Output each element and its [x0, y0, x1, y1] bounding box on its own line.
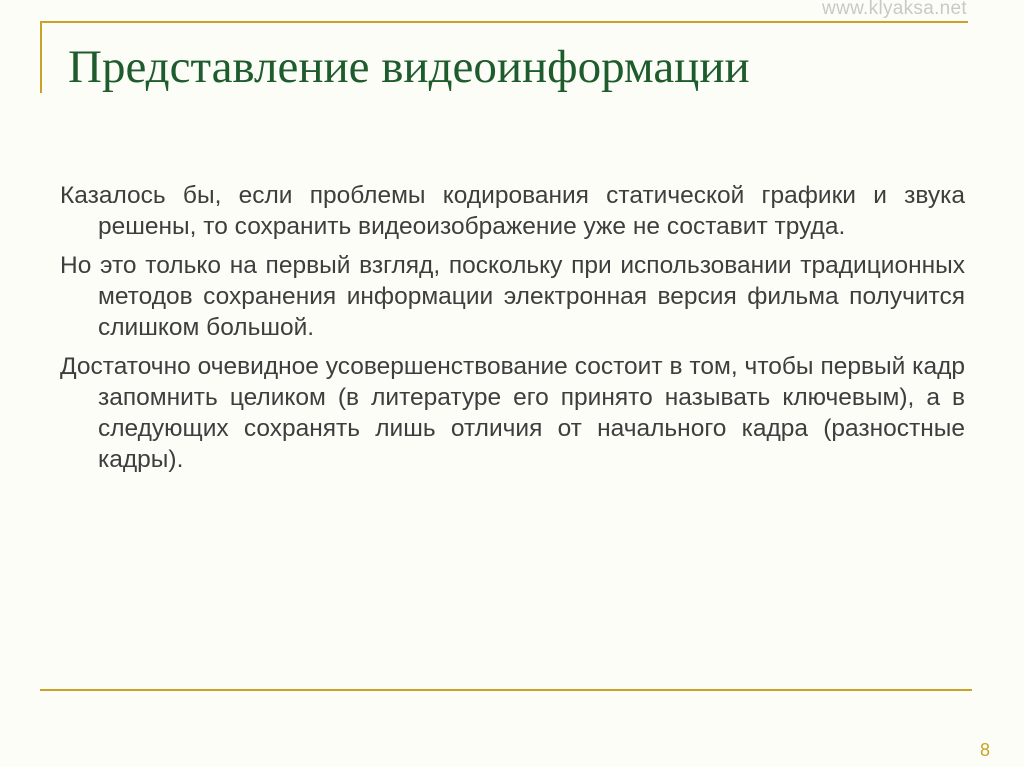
- site-watermark: www.klyaksa.net: [822, 0, 967, 19]
- left-divider: [40, 21, 42, 93]
- body-paragraph-1: Казалось бы, если проблемы кодирования статической графики и звука решены, то сохранить видеоизображение уже не составит труда.: [60, 182, 965, 240]
- page-number: 8: [979, 740, 990, 760]
- bottom-divider: [40, 689, 972, 691]
- slide-title: Представление видеоинформации: [68, 41, 750, 93]
- top-divider: [40, 21, 968, 23]
- slide-body: [60, 180, 965, 483]
- body-paragraph-3: Достаточно очевидное усовершенствование состоит в том, чтобы первый кадр запомнить целиком (в литературе его принято называть ключевым), а в следующих сохранять лишь отличия от начального кадра (разностные кадры).: [60, 353, 965, 473]
- body-paragraph-2: Но это только на первый взгляд, поскольку при использовании традиционных методов сохранения информации электронная версия фильма получится слишком большой.: [60, 252, 965, 341]
